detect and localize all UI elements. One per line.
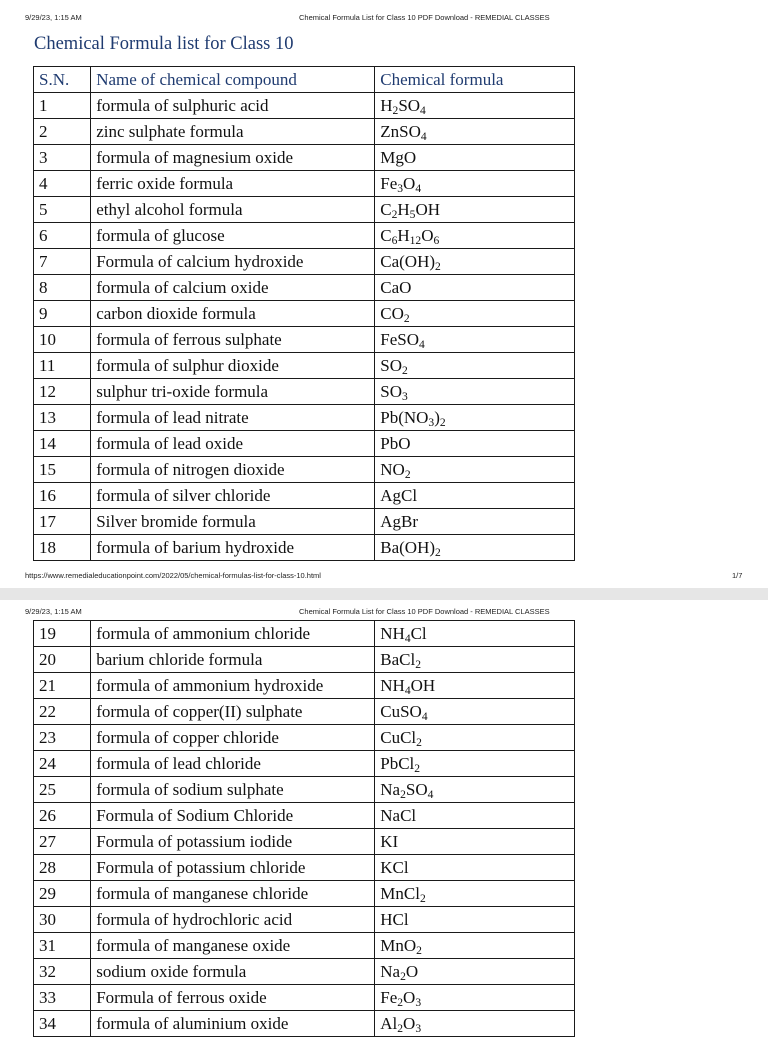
formula-text: C: [380, 200, 392, 219]
row-sn: 9: [34, 301, 91, 327]
row-compound-name: formula of manganese chloride: [91, 881, 375, 907]
row-sn: 3: [34, 145, 91, 171]
row-sn: 33: [34, 985, 91, 1011]
formula-text: NH: [380, 624, 405, 643]
formula-subscript: 12: [409, 233, 422, 247]
table-row: [34, 327, 575, 353]
formula-text: CO: [380, 304, 404, 323]
formula-subscript: 3: [428, 415, 435, 429]
row-compound-name: formula of ammonium chloride: [91, 621, 375, 647]
row-compound-name: formula of hydrochloric acid: [91, 907, 375, 933]
row-sn: 17: [34, 509, 91, 535]
formula-text: BaCl: [380, 650, 416, 669]
row-compound-name: formula of calcium oxide: [91, 275, 375, 301]
row-sn: 30: [34, 907, 91, 933]
row-formula: [375, 509, 575, 535]
row-formula: [375, 197, 575, 223]
row-formula: [375, 725, 575, 751]
row-sn: 22: [34, 699, 91, 725]
formula-text: KI: [380, 832, 399, 851]
formula-text: ): [434, 408, 440, 427]
formula-text: SO: [405, 780, 428, 799]
row-formula: [375, 327, 575, 353]
row-compound-name: Formula of Sodium Chloride: [91, 803, 375, 829]
formula-subscript: 2: [439, 415, 446, 429]
table-row: [34, 985, 575, 1011]
formula-subscript: 2: [391, 207, 398, 221]
row-sn: 8: [34, 275, 91, 301]
row-sn: 1: [34, 93, 91, 119]
row-formula: [375, 985, 575, 1011]
formula-subscript: 4: [404, 631, 411, 645]
row-formula: [375, 959, 575, 985]
header-date: 9/29/23, 1:15 AM: [25, 13, 82, 22]
formula-subscript: 6: [433, 233, 440, 247]
row-compound-name: formula of lead nitrate: [91, 405, 375, 431]
row-formula: [375, 803, 575, 829]
row-formula: [375, 405, 575, 431]
formula-text: HCl: [380, 910, 409, 929]
row-compound-name: zinc sulphate formula: [91, 119, 375, 145]
formula-subscript: 2: [400, 969, 406, 983]
row-formula: [375, 621, 575, 647]
formula-text: Ca(OH): [380, 252, 436, 271]
table-row: [34, 829, 575, 855]
row-sn: 32: [34, 959, 91, 985]
row-sn: 19: [34, 621, 91, 647]
table-row: [34, 119, 575, 145]
row-compound-name: formula of silver chloride: [91, 483, 375, 509]
table-row: [34, 353, 575, 379]
formula-subscript: 2: [397, 995, 404, 1009]
formula-text: NH: [380, 676, 405, 695]
row-sn: 4: [34, 171, 91, 197]
formula-subscript: 2: [397, 1021, 404, 1035]
formula-subscript: 2: [414, 761, 421, 775]
row-sn: 10: [34, 327, 91, 353]
row-formula: [375, 933, 575, 959]
row-formula: [375, 379, 575, 405]
row-sn: 21: [34, 673, 91, 699]
formula-text: Na: [380, 962, 401, 981]
row-sn: 6: [34, 223, 91, 249]
header-title: Chemical Formula List for Class 10 PDF Download - REMEDIAL CLASSES: [299, 13, 550, 22]
table-row: [34, 405, 575, 431]
table-row: [34, 223, 575, 249]
row-compound-name: Formula of potassium iodide: [91, 829, 375, 855]
table-row: [34, 535, 575, 561]
formula-text: NO: [380, 460, 405, 479]
footer-url[interactable]: https://www.remedialeducationpoint.com/2022/05/chemical-formulas-list-for-class-10.html: [25, 571, 321, 580]
table-row: [34, 725, 575, 751]
row-sn: 2: [34, 119, 91, 145]
header-sn: S.N.: [34, 67, 91, 93]
row-compound-name: Formula of ferrous oxide: [91, 985, 375, 1011]
formula-subscript: 2: [435, 259, 441, 273]
formula-text: Fe: [380, 988, 398, 1007]
row-formula: [375, 907, 575, 933]
footer-page-number: 1/7: [732, 571, 743, 580]
formula-subscript: 2: [435, 545, 441, 559]
header-date: 9/29/23, 1:15 AM: [25, 607, 82, 616]
row-formula: [375, 699, 575, 725]
row-sn: 29: [34, 881, 91, 907]
row-formula: [375, 145, 575, 171]
row-sn: 34: [34, 1011, 91, 1037]
formula-text: SO: [380, 382, 402, 401]
row-sn: 14: [34, 431, 91, 457]
formula-text: O: [403, 174, 416, 193]
formula-subscript: 4: [421, 709, 428, 723]
row-compound-name: ferric oxide formula: [91, 171, 375, 197]
formula-text: AgCl: [380, 486, 418, 505]
formula-text: CuSO: [380, 702, 422, 721]
formula-text: Na: [380, 780, 401, 799]
row-compound-name: formula of copper chloride: [91, 725, 375, 751]
row-formula: [375, 777, 575, 803]
row-formula: [375, 673, 575, 699]
table-row: [34, 301, 575, 327]
formula-text: NaCl: [380, 806, 417, 825]
row-compound-name: formula of lead oxide: [91, 431, 375, 457]
formula-text: O: [403, 988, 416, 1007]
row-sn: 13: [34, 405, 91, 431]
table-row: [34, 673, 575, 699]
row-sn: 23: [34, 725, 91, 751]
table-row: [34, 907, 575, 933]
table-row: [34, 881, 575, 907]
formula-text: AgBr: [380, 512, 419, 531]
formula-subscript: 5: [409, 207, 416, 221]
table-header-row: [34, 67, 575, 93]
row-formula: [375, 457, 575, 483]
formula-table-page-1: [33, 66, 575, 561]
table-row: [34, 621, 575, 647]
formula-subscript: 2: [416, 735, 422, 749]
formula-text: H: [380, 96, 393, 115]
row-formula: [375, 829, 575, 855]
table-row: [34, 1011, 575, 1037]
table-row: [34, 249, 575, 275]
formula-subscript: 2: [415, 657, 421, 671]
header-title: Chemical Formula List for Class 10 PDF Download - REMEDIAL CLASSES: [299, 607, 550, 616]
formula-text: SO: [380, 356, 402, 375]
formula-text: SO: [398, 96, 421, 115]
formula-text: PbCl: [380, 754, 415, 773]
formula-subscript: 4: [404, 683, 411, 697]
row-compound-name: formula of sodium sulphate: [91, 777, 375, 803]
row-compound-name: carbon dioxide formula: [91, 301, 375, 327]
page-gap: [0, 588, 768, 600]
formula-subscript: 6: [391, 233, 398, 247]
formula-text: MnCl: [380, 884, 420, 903]
table-row: [34, 855, 575, 881]
header-name: Name of chemical compound: [91, 67, 375, 93]
row-compound-name: formula of ammonium hydroxide: [91, 673, 375, 699]
formula-text: Ba(OH): [380, 538, 436, 557]
table-row: [34, 145, 575, 171]
row-formula: [375, 93, 575, 119]
row-formula: [375, 119, 575, 145]
formula-text: MgO: [380, 148, 417, 167]
formula-subscript: 3: [401, 389, 408, 403]
formula-text: Fe: [380, 174, 398, 193]
row-sn: 7: [34, 249, 91, 275]
pdf-page-2: [0, 600, 768, 1035]
row-compound-name: ethyl alcohol formula: [91, 197, 375, 223]
row-compound-name: formula of manganese oxide: [91, 933, 375, 959]
row-compound-name: formula of copper(II) sulphate: [91, 699, 375, 725]
formula-text: Al: [380, 1014, 398, 1033]
formula-subscript: 3: [397, 181, 404, 195]
row-sn: 25: [34, 777, 91, 803]
row-sn: 20: [34, 647, 91, 673]
formula-text: MnO: [380, 936, 417, 955]
formula-text: C: [380, 226, 392, 245]
table-row: [34, 777, 575, 803]
row-compound-name: formula of magnesium oxide: [91, 145, 375, 171]
table-row: [34, 93, 575, 119]
row-compound-name: formula of barium hydroxide: [91, 535, 375, 561]
row-sn: 18: [34, 535, 91, 561]
row-compound-name: formula of sulphur dioxide: [91, 353, 375, 379]
row-sn: 27: [34, 829, 91, 855]
table-row: [34, 647, 575, 673]
table-row: [34, 457, 575, 483]
formula-subscript: 4: [420, 103, 426, 117]
row-compound-name: sodium oxide formula: [91, 959, 375, 985]
row-compound-name: formula of nitrogen dioxide: [91, 457, 375, 483]
table-row: [34, 171, 575, 197]
formula-table-page-2: [33, 620, 575, 1037]
table-row: [34, 699, 575, 725]
row-formula: [375, 855, 575, 881]
row-formula: [375, 223, 575, 249]
row-formula: [375, 1011, 575, 1037]
formula-text: KCl: [380, 858, 409, 877]
table-row: [34, 751, 575, 777]
formula-text: OH: [410, 676, 436, 695]
table-row: [34, 483, 575, 509]
formula-text: Cl: [410, 624, 427, 643]
formula-subscript: 2: [419, 891, 426, 905]
row-compound-name: Silver bromide formula: [91, 509, 375, 535]
row-formula: [375, 249, 575, 275]
row-sn: 28: [34, 855, 91, 881]
row-formula: [375, 647, 575, 673]
formula-subscript: 3: [415, 995, 422, 1009]
table-row: [34, 803, 575, 829]
row-formula: [375, 431, 575, 457]
row-compound-name: formula of ferrous sulphate: [91, 327, 375, 353]
formula-subscript: 3: [415, 1021, 422, 1035]
formula-text: OH: [415, 200, 440, 219]
row-formula: [375, 353, 575, 379]
row-formula: [375, 535, 575, 561]
formula-text: O: [421, 226, 434, 245]
formula-text: O: [403, 1014, 416, 1033]
formula-text: PbO: [380, 434, 411, 453]
row-sn: 5: [34, 197, 91, 223]
table-row: [34, 197, 575, 223]
formula-text: CaO: [380, 278, 412, 297]
formula-subscript: 4: [418, 337, 425, 351]
formula-subscript: 4: [420, 129, 427, 143]
row-compound-name: barium chloride formula: [91, 647, 375, 673]
formula-subscript: 2: [392, 103, 399, 117]
row-formula: [375, 275, 575, 301]
formula-text: O: [405, 962, 419, 981]
row-sn: 24: [34, 751, 91, 777]
table-row: [34, 431, 575, 457]
table-row: [34, 509, 575, 535]
header-formula: Chemical formula: [375, 67, 575, 93]
row-sn: 11: [34, 353, 91, 379]
row-formula: [375, 881, 575, 907]
table-row: [34, 275, 575, 301]
row-compound-name: formula of sulphuric acid: [91, 93, 375, 119]
row-compound-name: formula of glucose: [91, 223, 375, 249]
row-formula: [375, 301, 575, 327]
table-row: [34, 959, 575, 985]
table-row: [34, 379, 575, 405]
formula-subscript: 4: [427, 787, 434, 801]
row-formula: [375, 171, 575, 197]
formula-subscript: 2: [416, 943, 422, 957]
formula-text: H: [397, 200, 410, 219]
formula-text: Pb(NO: [380, 408, 429, 427]
row-formula: [375, 483, 575, 509]
document-title: Chemical Formula list for Class 10: [34, 34, 294, 54]
row-sn: 12: [34, 379, 91, 405]
row-compound-name: formula of lead chloride: [91, 751, 375, 777]
formula-subscript: 2: [404, 467, 411, 481]
formula-subscript: 2: [401, 363, 408, 377]
row-formula: [375, 751, 575, 777]
formula-text: H: [397, 226, 410, 245]
formula-subscript: 2: [403, 311, 410, 325]
row-compound-name: Formula of potassium chloride: [91, 855, 375, 881]
row-compound-name: formula of aluminium oxide: [91, 1011, 375, 1037]
row-compound-name: Formula of calcium hydroxide: [91, 249, 375, 275]
row-compound-name: sulphur tri-oxide formula: [91, 379, 375, 405]
formula-text: FeSO: [380, 330, 419, 349]
formula-subscript: 4: [415, 181, 422, 195]
row-sn: 31: [34, 933, 91, 959]
formula-text: ZnSO: [380, 122, 421, 141]
formula-text: CuCl: [380, 728, 417, 747]
row-sn: 15: [34, 457, 91, 483]
row-sn: 26: [34, 803, 91, 829]
row-sn: 16: [34, 483, 91, 509]
formula-subscript: 2: [400, 787, 406, 801]
table-row: [34, 933, 575, 959]
